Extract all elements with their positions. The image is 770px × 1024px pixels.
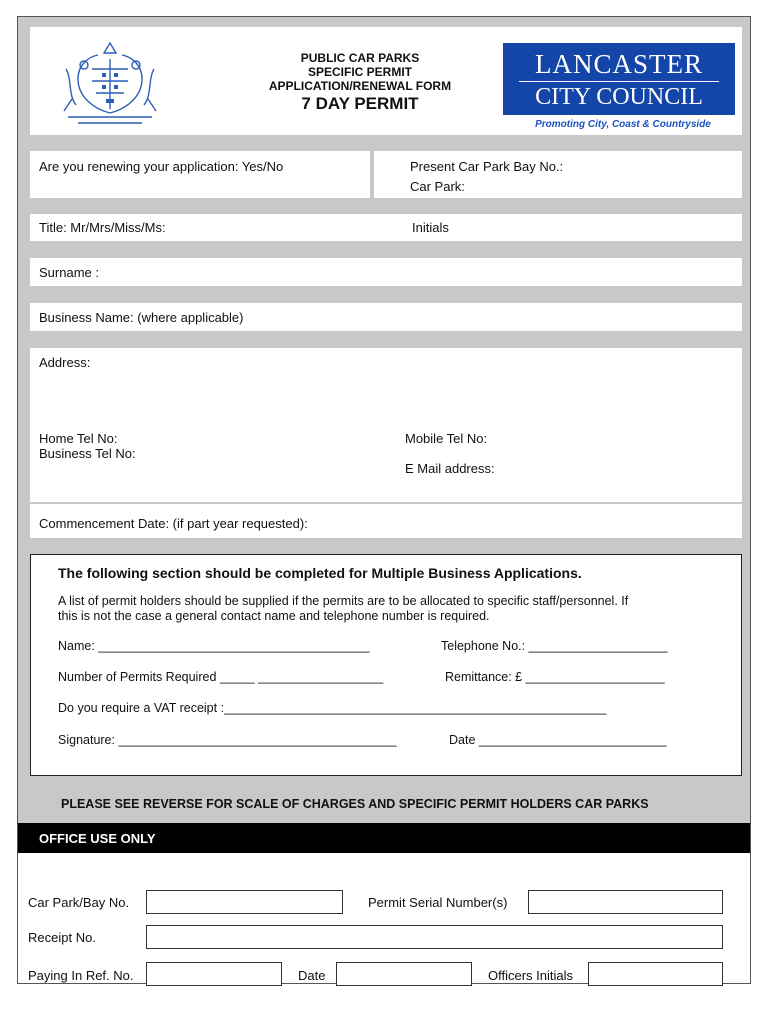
renewal-field[interactable] — [30, 151, 370, 198]
title-label: Title: Mr/Mrs/Miss/Ms: — [39, 220, 166, 235]
business-name-label: Business Name: (where applicable) — [39, 310, 244, 325]
title-line-3: APPLICATION/RENEWAL FORM — [268, 79, 452, 93]
office-use-panel — [18, 853, 750, 983]
title-line-1: PUBLIC CAR PARKS — [300, 51, 420, 65]
address-label: Address: — [39, 355, 91, 370]
reverse-notice: PLEASE SEE REVERSE FOR SCALE OF CHARGES AND SPECIFIC PERMIT HOLDERS CAR PARKS — [61, 797, 649, 811]
permit-serial-input[interactable] — [528, 890, 723, 914]
logo-line-1: LANCASTER — [534, 49, 703, 79]
permits-required-line[interactable]: Number of Permits Required _____ __________________ — [58, 670, 384, 684]
logo-rule — [519, 81, 719, 82]
officers-initials-input[interactable] — [588, 962, 723, 986]
car-park-bay-field[interactable] — [374, 151, 742, 198]
permit-type-title: 7 DAY PERMIT — [301, 94, 419, 113]
paying-in-ref-input[interactable] — [146, 962, 282, 986]
mobile-tel-label: Mobile Tel No: — [405, 431, 488, 446]
logo-tagline: Promoting City, Coast & Countryside — [535, 119, 711, 130]
business-tel-label: Business Tel No: — [39, 446, 136, 461]
surname-field[interactable] — [30, 258, 742, 286]
commencement-field[interactable] — [30, 504, 742, 538]
title-line-2: SPECIFIC PERMIT — [307, 65, 412, 79]
surname-label: Surname : — [39, 265, 99, 280]
commencement-label: Commencement Date: (if part year requested): — [39, 516, 308, 531]
car-park-bay-label: Car Park/Bay No. — [28, 895, 130, 910]
office-use-header — [18, 823, 750, 853]
email-label: E Mail address: — [405, 461, 495, 476]
vat-receipt-line[interactable]: Do you require a VAT receipt :_______________________________________________________ — [58, 701, 607, 715]
telephone-line[interactable]: Telephone No.: ____________________ — [441, 639, 668, 653]
form-title — [246, 51, 474, 115]
permit-serial-label: Permit Serial Number(s) — [368, 895, 508, 910]
logo-line-2: CITY COUNCIL — [535, 84, 703, 110]
header-panel — [30, 27, 742, 135]
office-use-heading: OFFICE USE ONLY — [39, 831, 156, 846]
council-crest-icon — [58, 39, 162, 127]
remittance-line[interactable]: Remittance: £ ____________________ — [445, 670, 665, 684]
title-field[interactable] — [30, 214, 742, 241]
initials-label: Initials — [412, 220, 449, 235]
bay-no-label: Present Car Park Bay No.: — [410, 159, 564, 174]
signature-line[interactable]: Signature: ________________________________________ — [58, 733, 397, 747]
office-date-label: Date — [298, 968, 326, 983]
permit-holders-note-line-1: A list of permit holders should be supplied if the permits are to be allocated to specific staff/personnel. If — [58, 594, 629, 608]
multiple-business-heading: The following section should be completed for Multiple Business Applications. — [58, 565, 582, 581]
address-contact-field[interactable] — [30, 348, 742, 502]
multiple-business-section — [30, 554, 742, 776]
home-tel-label: Home Tel No: — [39, 431, 118, 446]
contact-name-line[interactable]: Name: _______________________________________ — [58, 639, 370, 653]
business-name-field[interactable] — [30, 303, 742, 331]
paying-in-ref-label: Paying In Ref. No. — [28, 968, 134, 983]
council-logo — [503, 43, 735, 115]
permit-holders-note-line-2: this is not the case a general contact name and telephone number is required. — [58, 609, 490, 623]
receipt-no-input[interactable] — [146, 925, 723, 949]
officers-initials-label: Officers Initials — [488, 968, 574, 983]
car-park-bay-input[interactable] — [146, 890, 343, 914]
renewal-label: Are you renewing your application: Yes/No — [39, 159, 284, 174]
office-date-input[interactable] — [336, 962, 472, 986]
receipt-no-label: Receipt No. — [28, 930, 96, 945]
signature-date-line[interactable]: Date ___________________________ — [449, 733, 667, 747]
form-frame — [17, 16, 751, 984]
car-park-label: Car Park: — [410, 179, 465, 194]
